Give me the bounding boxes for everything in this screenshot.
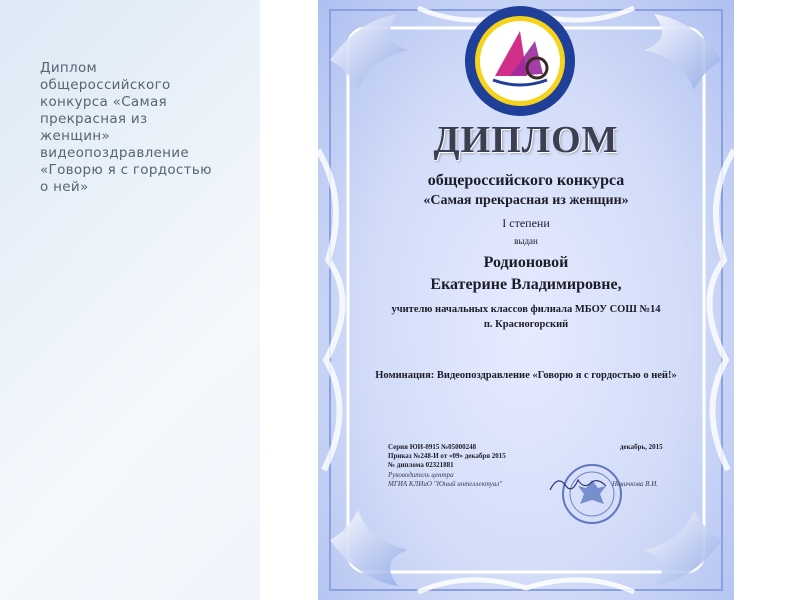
head-title: Руководитель центра [388,471,454,479]
diploma-title: ДИПЛОМ [433,119,619,161]
diploma-series: Серия ЮИ-0915 №05000248 [388,443,477,451]
caption-line: Диплом [40,60,98,76]
caption-line: видеопоздравление [40,145,189,161]
issued-label: выдан [514,236,538,246]
signer-name: Новичкова В.И. [612,480,659,488]
caption-line: «Говорю я с гордостью [40,162,212,178]
caption-line: прекрасная из [40,111,148,127]
recipient-name: Екатерине Владимировне, [430,276,622,293]
signature [548,472,608,496]
caption-line: женщин» [40,128,110,144]
slide-caption [40,60,245,196]
nomination: Номинация: Видеопоздравление «Говорю я с гордостью о ней!» [375,370,677,381]
recipient-position: учителю начальных классов филиала МБОУ СОШ №14 [391,304,661,315]
caption-line: общероссийского [40,77,171,93]
contest-name: «Самая прекрасная из женщин» [423,193,629,208]
degree: I степени [502,216,550,230]
diploma-number: № диплома 02321881 [388,461,454,469]
ship-sail-emblem-icon [465,6,575,116]
recipient-place: п. Красногорский [483,319,569,330]
caption-line: конкурса «Самая [40,94,167,110]
caption-line: о ней» [40,179,89,195]
contest-line: общероссийского конкурса [427,172,625,189]
head-organization: МГИА КЛИиО "Юный интеллектуал" [388,480,503,488]
issue-date: декабрь, 2015 [620,443,663,451]
order-number: Приказ №248-И от «09» декабря 2015 [388,452,506,460]
diploma-image [318,0,734,600]
recipient-surname: Родионовой [483,254,569,271]
